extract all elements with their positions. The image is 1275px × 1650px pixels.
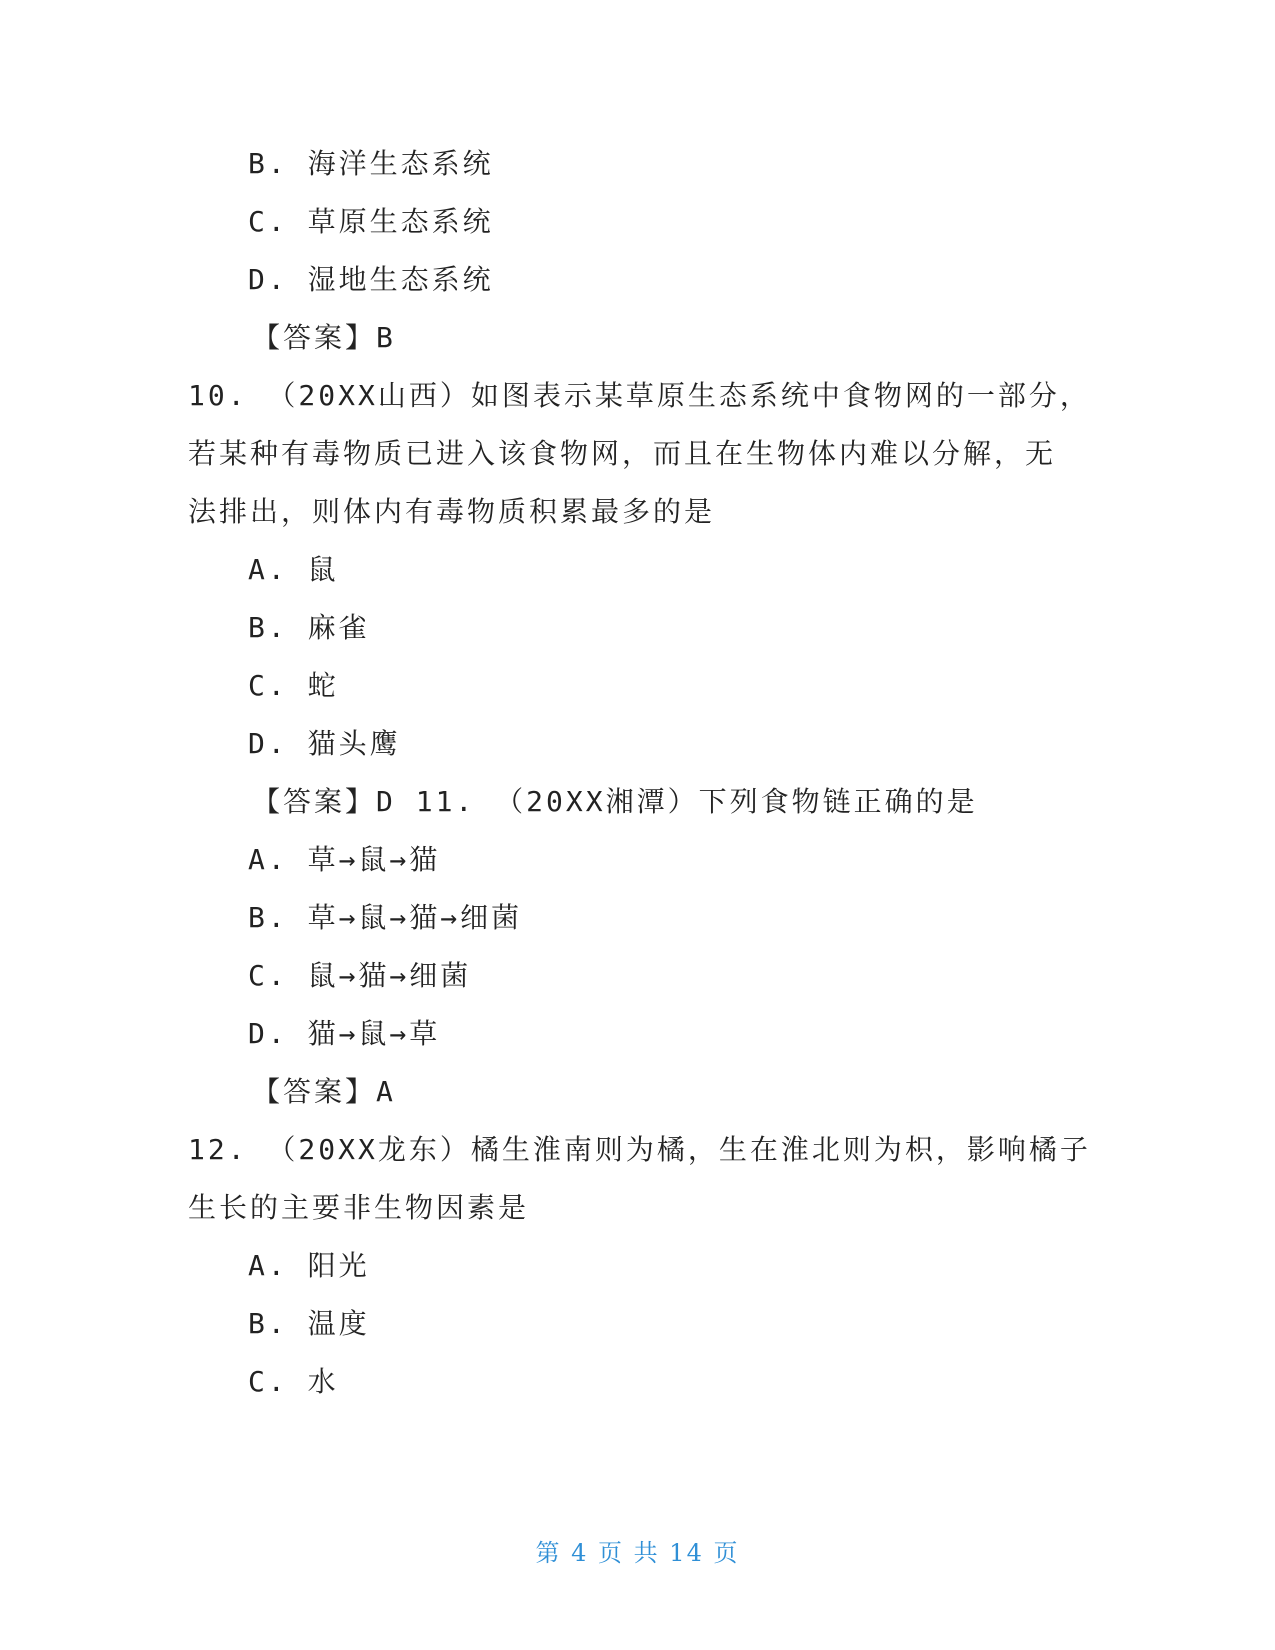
question-10-line-2: 若某种有毒物质已进入该食物网，而且在生物体内难以分解，无: [188, 437, 1057, 470]
option-a-q12: A. 阳光: [248, 1249, 370, 1282]
option-c-q12: C. 水: [248, 1365, 339, 1398]
question-12-line-2: 生长的主要非生物因素是: [188, 1191, 530, 1224]
option-a-q10: A. 鼠: [248, 553, 339, 586]
option-c-q11: C. 鼠→猫→细菌: [248, 959, 472, 992]
option-c-q9: C. 草原生态系统: [248, 205, 494, 238]
answer-q9: 【答案】B: [252, 321, 396, 354]
option-d-q9: D. 湿地生态系统: [248, 263, 494, 296]
question-10-line-3: 法排出，则体内有毒物质积累最多的是: [188, 495, 716, 528]
answer-q11: 【答案】A: [252, 1075, 396, 1108]
option-b-q12: B. 温度: [248, 1307, 370, 1340]
option-d-q10: D. 猫头鹰: [248, 727, 401, 760]
option-b-q9: B. 海洋生态系统: [248, 147, 494, 180]
option-d-q11: D. 猫→鼠→草: [248, 1017, 441, 1050]
option-b-q11: B. 草→鼠→猫→细菌: [248, 901, 523, 934]
question-10-line-1: 10. （20XX山西）如图表示某草原生态系统中食物网的一部分，: [188, 379, 1091, 412]
option-c-q10: C. 蛇: [248, 669, 339, 702]
option-a-q11: A. 草→鼠→猫: [248, 843, 441, 876]
page-number-footer: 第 4 页 共 14 页: [535, 1539, 740, 1567]
question-12-line-1: 12. （20XX龙东）橘生淮南则为橘，生在淮北则为枳，影响橘子: [188, 1133, 1091, 1166]
option-b-q10: B. 麻雀: [248, 611, 370, 644]
answer-q10-and-question-11: 【答案】D 11. （20XX湘潭）下列食物链正确的是: [252, 785, 978, 818]
